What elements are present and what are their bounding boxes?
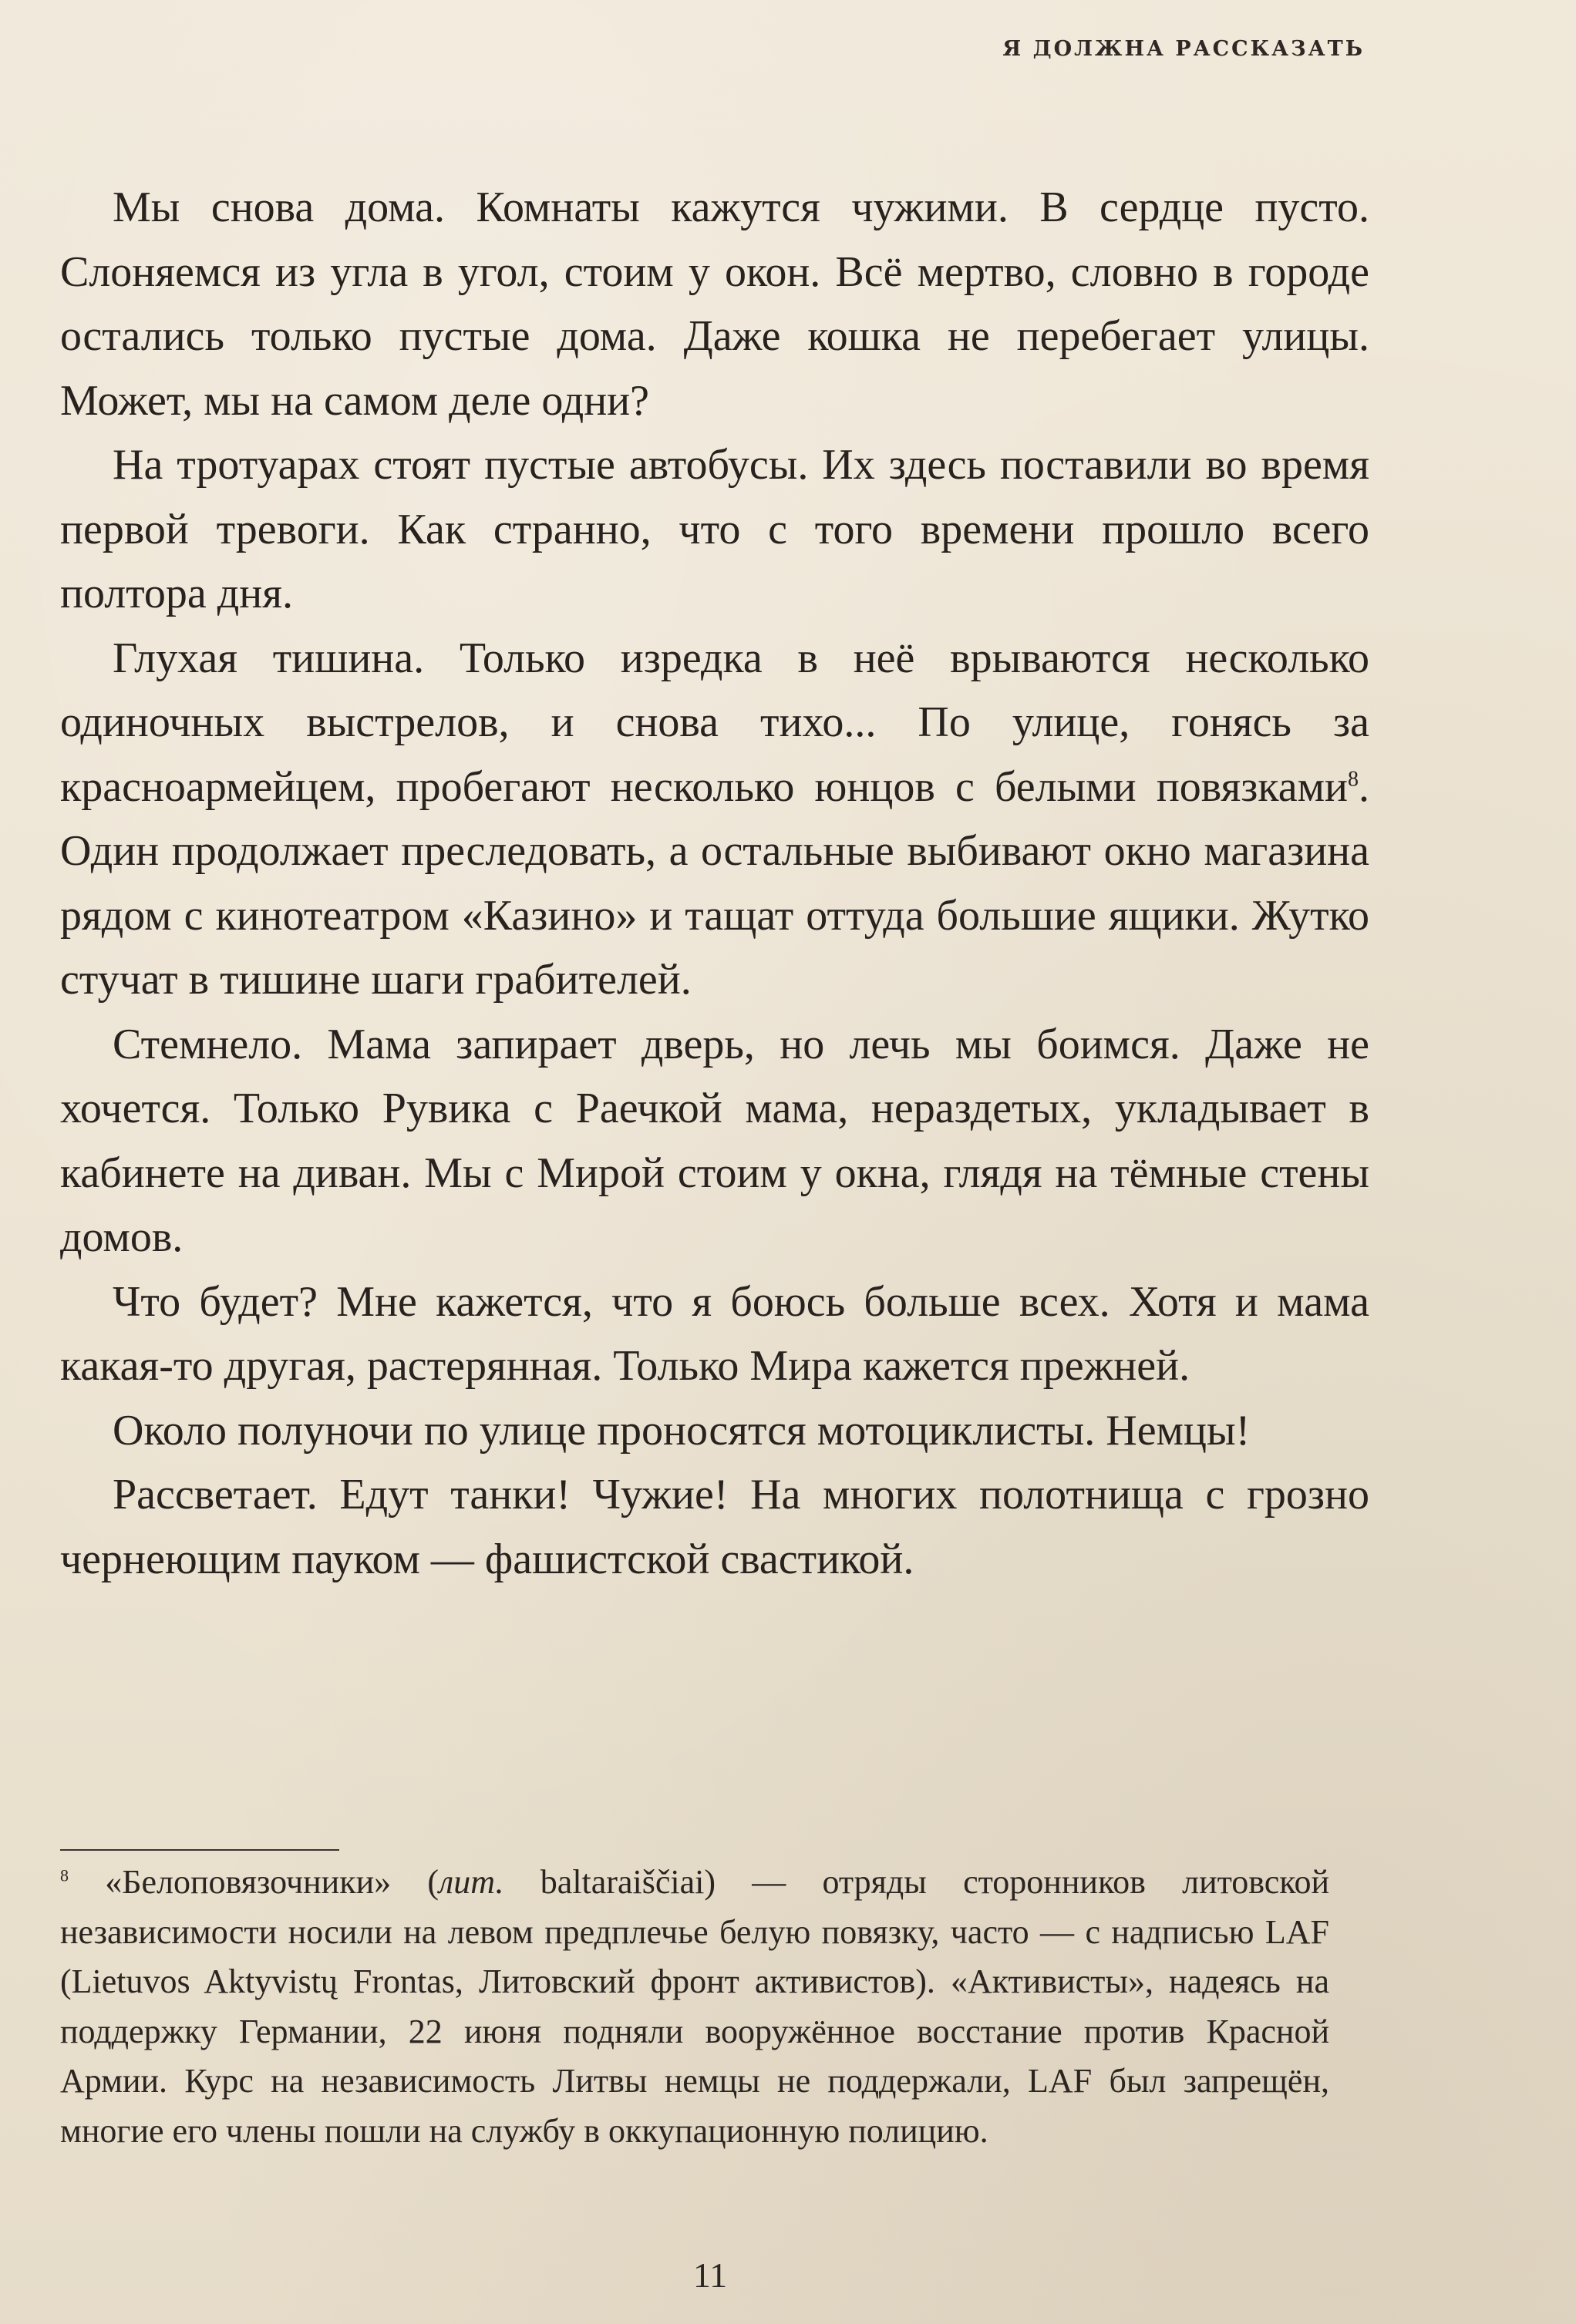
paragraph-text: Глухая тишина. Только изредка в неё врываются несколько одиночных выстрелов, и снова тихо... По улице, гонясь за красноармейцем, пробегают несколько юнцов с белыми повязками: [60, 634, 1369, 811]
paragraph: На тротуарах стоят пустые автобусы. Их здесь поставили во время первой тревоги. Как странно, что с того времени прошло всего полтора дня.: [60, 441, 1369, 617]
paragraph: Мы снова дома. Комнаты кажутся чужими. В сердце пусто. Слоняемся из угла в угол, стоим у окон. Всё мертво, словно в городе остались только пустые дома. Даже кошка не перебегает улицы. Может, мы на самом деле одни?: [60, 183, 1369, 425]
running-head: Я ДОЛЖНА РАССКАЗАТЬ: [1002, 37, 1365, 61]
footnote-abbreviation: лит.: [439, 1863, 504, 1901]
paragraph: Около полуночи по улице проносятся мотоциклисты. Немцы!: [113, 1406, 1251, 1455]
paragraph: [60, 627, 1369, 1013]
paragraph: Что будет? Мне кажется, что я боюсь больше всех. Хотя и мама какая-то другая, растерянная. Только Мира кажется прежней.: [60, 1277, 1369, 1390]
paragraph: Стемнело. Мама запирает дверь, но лечь мы боимся. Даже не хочется. Только Рувика с Раечкой мама, нераздетых, укладывает в кабинете на диван. Мы с Мирой стоим у окна, глядя на тёмные стены домов.: [60, 1020, 1369, 1261]
footnote-text-part: «Белоповязочники» (: [69, 1863, 439, 1901]
footnote-marker: 8: [60, 1865, 69, 1885]
footnote-text-part: baltaraiščiai) — отряды сторонников литовской независимости носили на левом предплечье белую повязку, часто — с надписью LAF (Lietuvos Aktyvistų Frontas, Литовский фронт активистов). «Активисты», надеясь на поддержку Германии, 22 июня подняли вооружённое восстание против Красной Армии. Курс на независимость Литвы немцы не поддержали, LAF был запрещён, многие его члены пошли на службу в оккупационную полицию.: [60, 1863, 1329, 2150]
page-number: 11: [692, 2255, 728, 2295]
paragraph-text: . Один продолжает преследовать, а остальные выбивают окно магазина рядом с кинотеатром «Казино» и тащат оттуда большие ящики. Жутко стучат в тишине шаги грабителей.: [60, 762, 1369, 1004]
paragraph: Рассветает. Едут танки! Чужие! На многих полотнища с грозно чернеющим пауком — фашистской свастикой.: [60, 1471, 1369, 1583]
footnote-text: [60, 1858, 1329, 2156]
body-text: [60, 176, 1369, 1592]
footnote: [60, 1858, 1329, 2156]
footnote-divider: [60, 1849, 339, 1851]
footnote-reference: 8: [1348, 766, 1359, 791]
